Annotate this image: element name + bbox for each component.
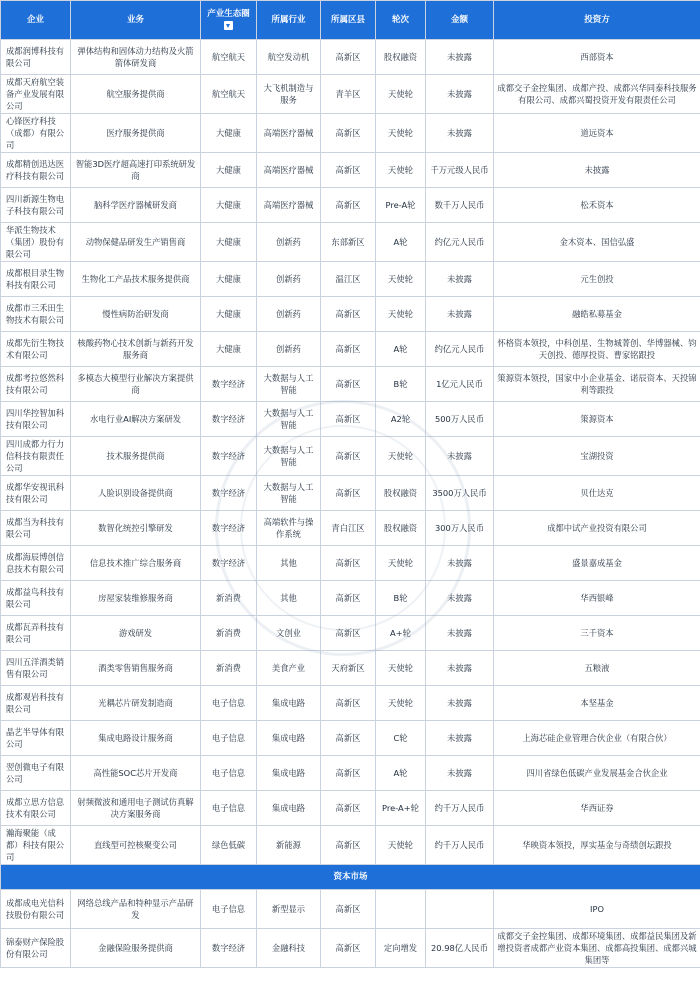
cell-industry: 新能源: [257, 826, 321, 865]
cell-investor: 元生创投: [494, 262, 700, 297]
cell-ecosystem: 航空航天: [201, 40, 257, 75]
cell-industry: 大数据与人工智能: [257, 402, 321, 437]
cell-district: 高新区: [321, 367, 376, 402]
cell-round: 天使轮: [376, 75, 426, 114]
cell-amount: 未披露: [426, 546, 494, 581]
cell-business: 医疗服务提供商: [71, 114, 201, 153]
cell-business: 多模态大模型行业解决方案提供商: [71, 367, 201, 402]
cell-district: 高新区: [321, 826, 376, 865]
cell-district: 青羊区: [321, 75, 376, 114]
cell-ecosystem: 电子信息: [201, 686, 257, 721]
cell-district: 高新区: [321, 686, 376, 721]
cell-amount: 未披露: [426, 581, 494, 616]
cell-company: 四川华控智加科技有限公司: [1, 402, 71, 437]
cell-industry: 高端软件与操作系统: [257, 511, 321, 546]
cell-ecosystem: 新消费: [201, 581, 257, 616]
cell-district: 高新区: [321, 40, 376, 75]
cell-round: 天使轮: [376, 297, 426, 332]
cell-ecosystem: 数字经济: [201, 437, 257, 476]
cell-business: 弹体结构和固体动力结构及火箭箭体研发商: [71, 40, 201, 75]
cell-amount: 约千万人民币: [426, 791, 494, 826]
filter-icon[interactable]: [224, 21, 233, 30]
cell-investor: 盛景嘉成基金: [494, 546, 700, 581]
header-ecosystem-label: 产业生态圈: [207, 9, 250, 19]
header-company: 企业: [1, 1, 71, 40]
cell-round: 天使轮: [376, 437, 426, 476]
cell-company: 成都根目录生物科技有限公司: [1, 262, 71, 297]
cell-company: 成都立思方信息技术有限公司: [1, 791, 71, 826]
table-row: [1, 223, 700, 262]
cell-round: 天使轮: [376, 546, 426, 581]
table-row: [1, 890, 700, 929]
cell-industry: 高端医疗器械: [257, 114, 321, 153]
cell-round: 定向增发: [376, 929, 426, 968]
cell-round: 天使轮: [376, 826, 426, 865]
table-row: [1, 153, 700, 188]
cell-investor: 西部资本: [494, 40, 700, 75]
table-row: [1, 75, 700, 114]
table-row: [1, 581, 700, 616]
table-row: [1, 114, 700, 153]
cell-ecosystem: 数字经济: [201, 367, 257, 402]
cell-investor: 道远资本: [494, 114, 700, 153]
cell-industry: 集成电路: [257, 686, 321, 721]
cell-round: A+轮: [376, 616, 426, 651]
cell-company: 瀚海聚能（成都）科技有限公司: [1, 826, 71, 865]
cell-district: 高新区: [321, 791, 376, 826]
cell-business: 脑科学医疗器械研发商: [71, 188, 201, 223]
cell-ecosystem: 新消费: [201, 651, 257, 686]
cell-industry: 创新药: [257, 332, 321, 367]
cell-business: 信息技术推广综合服务商: [71, 546, 201, 581]
cell-investor: 四川省绿色低碳产业发展基金合伙企业: [494, 756, 700, 791]
table-row: [1, 791, 700, 826]
cell-round: 天使轮: [376, 651, 426, 686]
cell-district: 东部新区: [321, 223, 376, 262]
cell-business: 射频微波和通用电子测试仿真解决方案服务商: [71, 791, 201, 826]
section-header-row: [1, 865, 700, 890]
cell-amount: 约千万人民币: [426, 826, 494, 865]
cell-business: 数智化统控引擎研发: [71, 511, 201, 546]
table-row: [1, 546, 700, 581]
cell-company: 成都润博科技有限公司: [1, 40, 71, 75]
cell-round: 天使轮: [376, 686, 426, 721]
cell-round: A轮: [376, 756, 426, 791]
cell-business: 房屋家装维修服务商: [71, 581, 201, 616]
table-row: [1, 826, 700, 865]
cell-round: B轮: [376, 581, 426, 616]
table-row: [1, 616, 700, 651]
header-amount: 金额: [426, 1, 494, 40]
table-row: [1, 188, 700, 223]
cell-business: 光耦芯片研发制造商: [71, 686, 201, 721]
cell-industry: 大数据与人工智能: [257, 476, 321, 511]
cell-investor: 华映资本领投，厚实基金与奇绩创坛跟投: [494, 826, 700, 865]
table-row: [1, 262, 700, 297]
cell-round: 天使轮: [376, 153, 426, 188]
cell-district: 高新区: [321, 297, 376, 332]
cell-ecosystem: 航空航天: [201, 75, 257, 114]
cell-amount: [426, 890, 494, 929]
cell-investor: 融皓私募基金: [494, 297, 700, 332]
cell-round: B轮: [376, 367, 426, 402]
cell-industry: 集成电路: [257, 721, 321, 756]
cell-amount: 3500万人民币: [426, 476, 494, 511]
cell-industry: 金融科技: [257, 929, 321, 968]
cell-business: 游戏研发: [71, 616, 201, 651]
header-ecosystem[interactable]: [201, 1, 257, 40]
cell-ecosystem: 大健康: [201, 114, 257, 153]
cell-round: Pre-A+轮: [376, 791, 426, 826]
header-round: 轮次: [376, 1, 426, 40]
cell-district: 高新区: [321, 153, 376, 188]
cell-investor: 三千资本: [494, 616, 700, 651]
cell-amount: 300万人民币: [426, 511, 494, 546]
cell-company: 成都考拉悠然科技有限公司: [1, 367, 71, 402]
cell-amount: 约亿元人民币: [426, 223, 494, 262]
header-investor: 投资方: [494, 1, 700, 40]
cell-industry: 高端医疗器械: [257, 188, 321, 223]
cell-amount: 未披露: [426, 616, 494, 651]
cell-industry: 大数据与人工智能: [257, 367, 321, 402]
cell-ecosystem: 电子信息: [201, 890, 257, 929]
cell-ecosystem: 新消费: [201, 616, 257, 651]
table-row: [1, 437, 700, 476]
table-row: [1, 756, 700, 791]
cell-amount: 未披露: [426, 114, 494, 153]
cell-investor: 宝湖投资: [494, 437, 700, 476]
cell-amount: 未披露: [426, 297, 494, 332]
cell-amount: 未披露: [426, 651, 494, 686]
cell-business: 水电行业AI解决方案研发: [71, 402, 201, 437]
header-business: 业务: [71, 1, 201, 40]
cell-industry: 高端医疗器械: [257, 153, 321, 188]
cell-industry: 创新药: [257, 223, 321, 262]
cell-company: 成都精创迅达医疗科技有限公司: [1, 153, 71, 188]
cell-company: 成都当为科技有限公司: [1, 511, 71, 546]
cell-company: 成都市三禾田生物技术有限公司: [1, 297, 71, 332]
cell-industry: 创新药: [257, 262, 321, 297]
cell-ecosystem: 大健康: [201, 153, 257, 188]
cell-district: 高新区: [321, 929, 376, 968]
cell-ecosystem: 电子信息: [201, 791, 257, 826]
cell-company: 四川新源生物电子科技有限公司: [1, 188, 71, 223]
cell-round: A轮: [376, 332, 426, 367]
cell-district: 高新区: [321, 402, 376, 437]
cell-investor: 成都交子金控集团、成都环境集团、成都益民集团及新增投资者成都产业资本集团、成都高投集团、成都兴城集团等: [494, 929, 700, 968]
cell-investor: 华西证券: [494, 791, 700, 826]
cell-district: 高新区: [321, 581, 376, 616]
cell-amount: 20.98亿人民币: [426, 929, 494, 968]
cell-company: 成都天府航空装备产业发展有限公司: [1, 75, 71, 114]
cell-industry: 集成电路: [257, 756, 321, 791]
cell-round: A2轮: [376, 402, 426, 437]
cell-business: 金融保险服务提供商: [71, 929, 201, 968]
cell-business: 智能3D医疗超高速打印系统研发商: [71, 153, 201, 188]
cell-district: 高新区: [321, 188, 376, 223]
cell-business: 核酸药物心技术创新与新药开发服务商: [71, 332, 201, 367]
cell-amount: 未披露: [426, 40, 494, 75]
cell-amount: 未披露: [426, 262, 494, 297]
table-row: [1, 686, 700, 721]
cell-industry: 其他: [257, 581, 321, 616]
cell-investor: 成都交子金控集团、成都产投、成都兴华同泰科技服务有限公司、成都兴蜀投资开发有限责任公司: [494, 75, 700, 114]
cell-round: 股权融资: [376, 40, 426, 75]
cell-business: 高性能SOC芯片开发商: [71, 756, 201, 791]
cell-district: 青白江区: [321, 511, 376, 546]
cell-amount: 500万人民币: [426, 402, 494, 437]
cell-industry: 大数据与人工智能: [257, 437, 321, 476]
cell-ecosystem: 电子信息: [201, 721, 257, 756]
cell-investor: 未披露: [494, 153, 700, 188]
cell-ecosystem: 绿色低碳: [201, 826, 257, 865]
cell-amount: 1亿元人民币: [426, 367, 494, 402]
cell-ecosystem: 大健康: [201, 297, 257, 332]
cell-district: 高新区: [321, 616, 376, 651]
cell-business: 生物化工产品技术服务提供商: [71, 262, 201, 297]
cell-ecosystem: 数字经济: [201, 402, 257, 437]
cell-ecosystem: 大健康: [201, 262, 257, 297]
cell-amount: 未披露: [426, 75, 494, 114]
cell-amount: 未披露: [426, 437, 494, 476]
cell-industry: 其他: [257, 546, 321, 581]
cell-business: 集成电路设计服务商: [71, 721, 201, 756]
cell-ecosystem: 数字经济: [201, 929, 257, 968]
cell-ecosystem: 数字经济: [201, 511, 257, 546]
cell-ecosystem: 大健康: [201, 188, 257, 223]
cell-ecosystem: 数字经济: [201, 546, 257, 581]
cell-industry: 文创业: [257, 616, 321, 651]
table-row: [1, 40, 700, 75]
cell-business: 人脸识别设备提供商: [71, 476, 201, 511]
cell-district: 高新区: [321, 114, 376, 153]
cell-round: Pre-A轮: [376, 188, 426, 223]
cell-investor: 金木资本、国信弘盛: [494, 223, 700, 262]
cell-amount: 千万元级人民币: [426, 153, 494, 188]
cell-investor: 本坚基金: [494, 686, 700, 721]
section-title: 资本市场: [1, 865, 700, 890]
header-industry: 所属行业: [257, 1, 321, 40]
cell-round: C轮: [376, 721, 426, 756]
cell-investor: 策源资本领投，国家中小企业基金、诺辰资本、天投锦利等跟投: [494, 367, 700, 402]
cell-company: 成都瓦弄科技有限公司: [1, 616, 71, 651]
cell-investor: 怀格资本领投，中科创星、生物城菁创、华博器械、钧天创投、德厚投资、曹家铭跟投: [494, 332, 700, 367]
table-row: [1, 651, 700, 686]
cell-district: 天府新区: [321, 651, 376, 686]
cell-business: 酒类零售销售服务商: [71, 651, 201, 686]
cell-investor: 上海芯硅企业管理合伙企业（有限合伙）: [494, 721, 700, 756]
cell-round: 股权融资: [376, 476, 426, 511]
cell-amount: 数千万人民币: [426, 188, 494, 223]
cell-amount: 约亿元人民币: [426, 332, 494, 367]
cell-district: 高新区: [321, 546, 376, 581]
cell-industry: 美食产业: [257, 651, 321, 686]
cell-business: 技术服务提供商: [71, 437, 201, 476]
cell-industry: 航空发动机: [257, 40, 321, 75]
cell-industry: 集成电路: [257, 791, 321, 826]
table-header-row: [1, 1, 700, 40]
table-row: [1, 367, 700, 402]
cell-company: 华派生物技术（集团）股份有限公司: [1, 223, 71, 262]
cell-district: 高新区: [321, 476, 376, 511]
cell-ecosystem: 电子信息: [201, 756, 257, 791]
cell-business: 动物保健品研发生产销售商: [71, 223, 201, 262]
cell-investor: 成都中试产业投资有限公司: [494, 511, 700, 546]
cell-investor: 华西银峰: [494, 581, 700, 616]
cell-investor: 五粮液: [494, 651, 700, 686]
cell-amount: 未披露: [426, 756, 494, 791]
table-row: [1, 332, 700, 367]
cell-industry: 新型显示: [257, 890, 321, 929]
cell-industry: 大飞机制造与服务: [257, 75, 321, 114]
cell-round: 天使轮: [376, 114, 426, 153]
cell-district: 高新区: [321, 332, 376, 367]
cell-investor: 贝仕达克: [494, 476, 700, 511]
cell-company: 成都观岩科技有限公司: [1, 686, 71, 721]
cell-company: 成都海辰博创信息技术有限公司: [1, 546, 71, 581]
cell-district: 高新区: [321, 437, 376, 476]
cell-district: 高新区: [321, 721, 376, 756]
cell-business: 网络总线产品和特种显示产品研发: [71, 890, 201, 929]
cell-ecosystem: 大健康: [201, 332, 257, 367]
cell-amount: 未披露: [426, 686, 494, 721]
header-district: 所属区县: [321, 1, 376, 40]
cell-ecosystem: 数字经济: [201, 476, 257, 511]
table-row: [1, 476, 700, 511]
cell-round: 天使轮: [376, 262, 426, 297]
cell-company: 锦泰财产保险股份有限公司: [1, 929, 71, 968]
cell-round: [376, 890, 426, 929]
cell-round: A轮: [376, 223, 426, 262]
cell-company: 四川五洋酒类销售有限公司: [1, 651, 71, 686]
cell-amount: 未披露: [426, 721, 494, 756]
cell-business: 直线型可控核聚变公司: [71, 826, 201, 865]
cell-company: 成都成电光信科技股份有限公司: [1, 890, 71, 929]
table-row: [1, 402, 700, 437]
cell-round: 股权融资: [376, 511, 426, 546]
cell-company: 晶艺半导体有限公司: [1, 721, 71, 756]
cell-district: 温江区: [321, 262, 376, 297]
cell-investor: 松禾资本: [494, 188, 700, 223]
cell-investor: 策源资本: [494, 402, 700, 437]
cell-district: 高新区: [321, 756, 376, 791]
table-row: [1, 297, 700, 332]
cell-industry: 创新药: [257, 297, 321, 332]
table-row: [1, 721, 700, 756]
cell-company: 成都华安视讯科技有限公司: [1, 476, 71, 511]
cell-investor: IPO: [494, 890, 700, 929]
cell-company: 心锋医疗科技（成都）有限公司: [1, 114, 71, 153]
cell-company: 成都先衍生物技术有限公司: [1, 332, 71, 367]
table-row: [1, 929, 700, 968]
cell-district: 高新区: [321, 890, 376, 929]
cell-company: 成都益鸟科技有限公司: [1, 581, 71, 616]
cell-business: 慢性病防治研发商: [71, 297, 201, 332]
cell-company: 四川成都力行力信科技有限责任公司: [1, 437, 71, 476]
table-row: [1, 511, 700, 546]
cell-business: 航空服务提供商: [71, 75, 201, 114]
cell-company: 翌创微电子有限公司: [1, 756, 71, 791]
cell-ecosystem: 大健康: [201, 223, 257, 262]
